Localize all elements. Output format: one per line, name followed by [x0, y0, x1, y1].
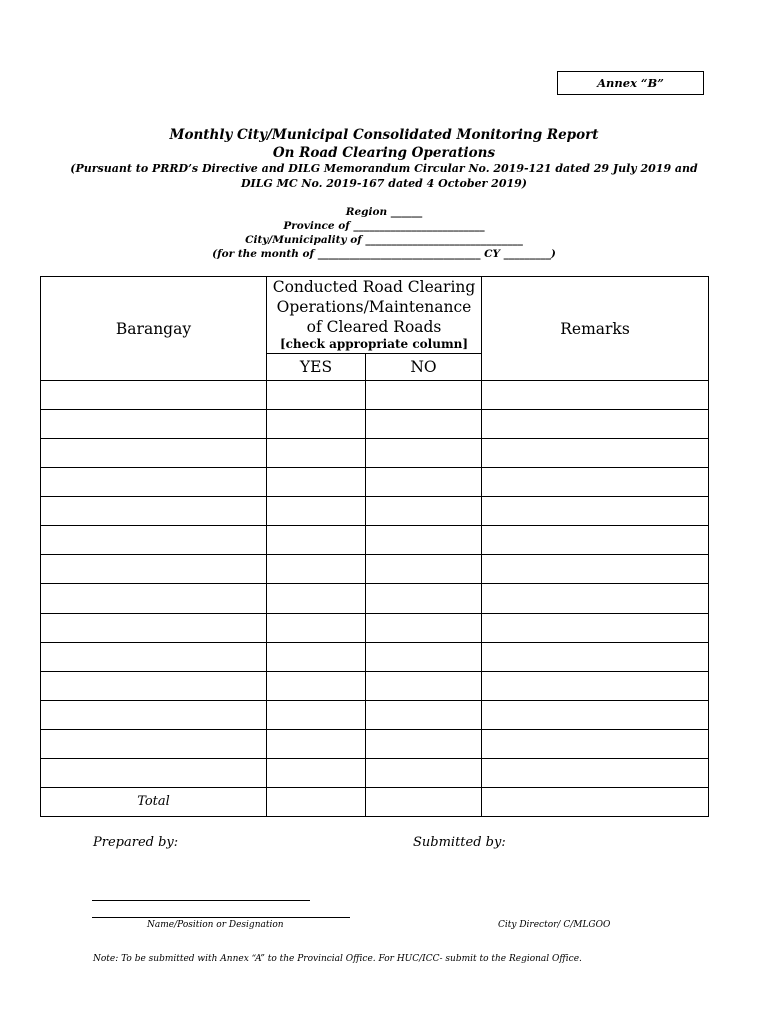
- yes-cell[interactable]: [267, 497, 366, 526]
- no-cell[interactable]: [366, 526, 482, 555]
- barangay-cell[interactable]: [41, 671, 267, 700]
- no-cell[interactable]: [366, 497, 482, 526]
- table-row: [41, 729, 709, 758]
- yes-cell[interactable]: [267, 381, 366, 410]
- total-remarks-cell[interactable]: [482, 787, 709, 816]
- table-row: [41, 700, 709, 729]
- table-row: [41, 758, 709, 787]
- remarks-cell[interactable]: [482, 584, 709, 613]
- no-cell[interactable]: [366, 729, 482, 758]
- barangay-cell[interactable]: [41, 497, 267, 526]
- total-yes-cell[interactable]: [267, 787, 366, 816]
- yes-cell[interactable]: [267, 700, 366, 729]
- check-column-note: [check appropriate column]: [279, 337, 469, 351]
- barangay-cell[interactable]: [41, 468, 267, 497]
- barangay-cell[interactable]: [41, 410, 267, 439]
- no-cell[interactable]: [366, 671, 482, 700]
- total-no-cell[interactable]: [366, 787, 482, 816]
- no-cell[interactable]: [366, 555, 482, 584]
- month-field: (for the month of _______________________________ CY _________): [212, 248, 556, 260]
- yes-cell[interactable]: [267, 584, 366, 613]
- yes-header: YES: [267, 354, 366, 381]
- yes-cell[interactable]: [267, 555, 366, 584]
- yes-cell[interactable]: [267, 468, 366, 497]
- yes-cell[interactable]: [267, 526, 366, 555]
- table-row: [41, 613, 709, 642]
- conducted-header-text: Conducted Road Clearing Operations/Maintenance of Cleared Roads: [272, 278, 476, 336]
- table-row: [41, 468, 709, 497]
- remarks-cell[interactable]: [482, 497, 709, 526]
- barangay-cell[interactable]: [41, 729, 267, 758]
- barangay-cell[interactable]: [41, 613, 267, 642]
- remarks-cell[interactable]: [482, 671, 709, 700]
- no-cell[interactable]: [366, 439, 482, 468]
- province-field: Province of _________________________: [283, 220, 485, 232]
- barangay-cell[interactable]: [41, 642, 267, 671]
- no-cell[interactable]: [366, 700, 482, 729]
- table-row: [41, 584, 709, 613]
- barangay-cell[interactable]: [41, 700, 267, 729]
- remarks-cell[interactable]: [482, 381, 709, 410]
- barangay-header: Barangay: [41, 277, 267, 381]
- city-director-label: City Director/ C/MLGOO: [498, 920, 611, 930]
- prepared-by-label: Prepared by:: [93, 835, 179, 850]
- table-row: [41, 526, 709, 555]
- table-row: [41, 642, 709, 671]
- barangay-cell[interactable]: [41, 526, 267, 555]
- yes-cell[interactable]: [267, 439, 366, 468]
- table-row: [41, 555, 709, 584]
- annex-label: Annex “B”: [557, 71, 704, 95]
- city-field: City/Municipality of ______________________________: [245, 234, 523, 246]
- report-title: Monthly City/Municipal Consolidated Monitoring Report: [169, 127, 599, 143]
- submission-note: Note: To be submitted with Annex “A” to the Provincial Office. For HUC/ICC- submit to the Regional Office.: [93, 954, 582, 964]
- report-title-line2: On Road Clearing Operations: [272, 145, 496, 161]
- yes-cell[interactable]: [267, 613, 366, 642]
- no-cell[interactable]: [366, 758, 482, 787]
- table-row: [41, 381, 709, 410]
- yes-cell[interactable]: [267, 642, 366, 671]
- barangay-cell[interactable]: [41, 555, 267, 584]
- remarks-cell[interactable]: [482, 526, 709, 555]
- report-subtitle: (Pursuant to PRRD’s Directive and DILG Memorandum Circular No. 2019-121 dated 29 July 2019 and: [70, 162, 698, 175]
- region-field: Region ______: [345, 206, 423, 218]
- remarks-cell[interactable]: [482, 613, 709, 642]
- no-cell[interactable]: [366, 381, 482, 410]
- name-position-line: [92, 917, 350, 918]
- barangay-cell[interactable]: [41, 584, 267, 613]
- yes-cell[interactable]: [267, 410, 366, 439]
- monitoring-table: [40, 276, 709, 817]
- report-subtitle-line2: DILG MC No. 2019-167 dated 4 October 2019): [241, 177, 527, 190]
- remarks-header: Remarks: [482, 277, 709, 381]
- barangay-cell[interactable]: [41, 439, 267, 468]
- submitted-by-label: Submitted by:: [413, 835, 506, 850]
- conducted-header: [267, 277, 482, 354]
- table-row: [41, 410, 709, 439]
- no-cell[interactable]: [366, 410, 482, 439]
- name-position-label: Name/Position or Designation: [147, 920, 284, 930]
- table-row: [41, 671, 709, 700]
- no-cell[interactable]: [366, 613, 482, 642]
- barangay-cell[interactable]: [41, 758, 267, 787]
- yes-cell[interactable]: [267, 729, 366, 758]
- total-label: Total: [41, 787, 267, 816]
- remarks-cell[interactable]: [482, 468, 709, 497]
- total-row: [41, 787, 709, 816]
- remarks-cell[interactable]: [482, 729, 709, 758]
- no-header: NO: [366, 354, 482, 381]
- signature-line: [92, 900, 310, 901]
- table-body: [41, 381, 709, 817]
- barangay-cell[interactable]: [41, 381, 267, 410]
- table-row: [41, 497, 709, 526]
- no-cell[interactable]: [366, 468, 482, 497]
- no-cell[interactable]: [366, 584, 482, 613]
- remarks-cell[interactable]: [482, 642, 709, 671]
- yes-cell[interactable]: [267, 758, 366, 787]
- yes-cell[interactable]: [267, 671, 366, 700]
- no-cell[interactable]: [366, 642, 482, 671]
- remarks-cell[interactable]: [482, 700, 709, 729]
- remarks-cell[interactable]: [482, 555, 709, 584]
- remarks-cell[interactable]: [482, 410, 709, 439]
- remarks-cell[interactable]: [482, 439, 709, 468]
- remarks-cell[interactable]: [482, 758, 709, 787]
- table-row: [41, 439, 709, 468]
